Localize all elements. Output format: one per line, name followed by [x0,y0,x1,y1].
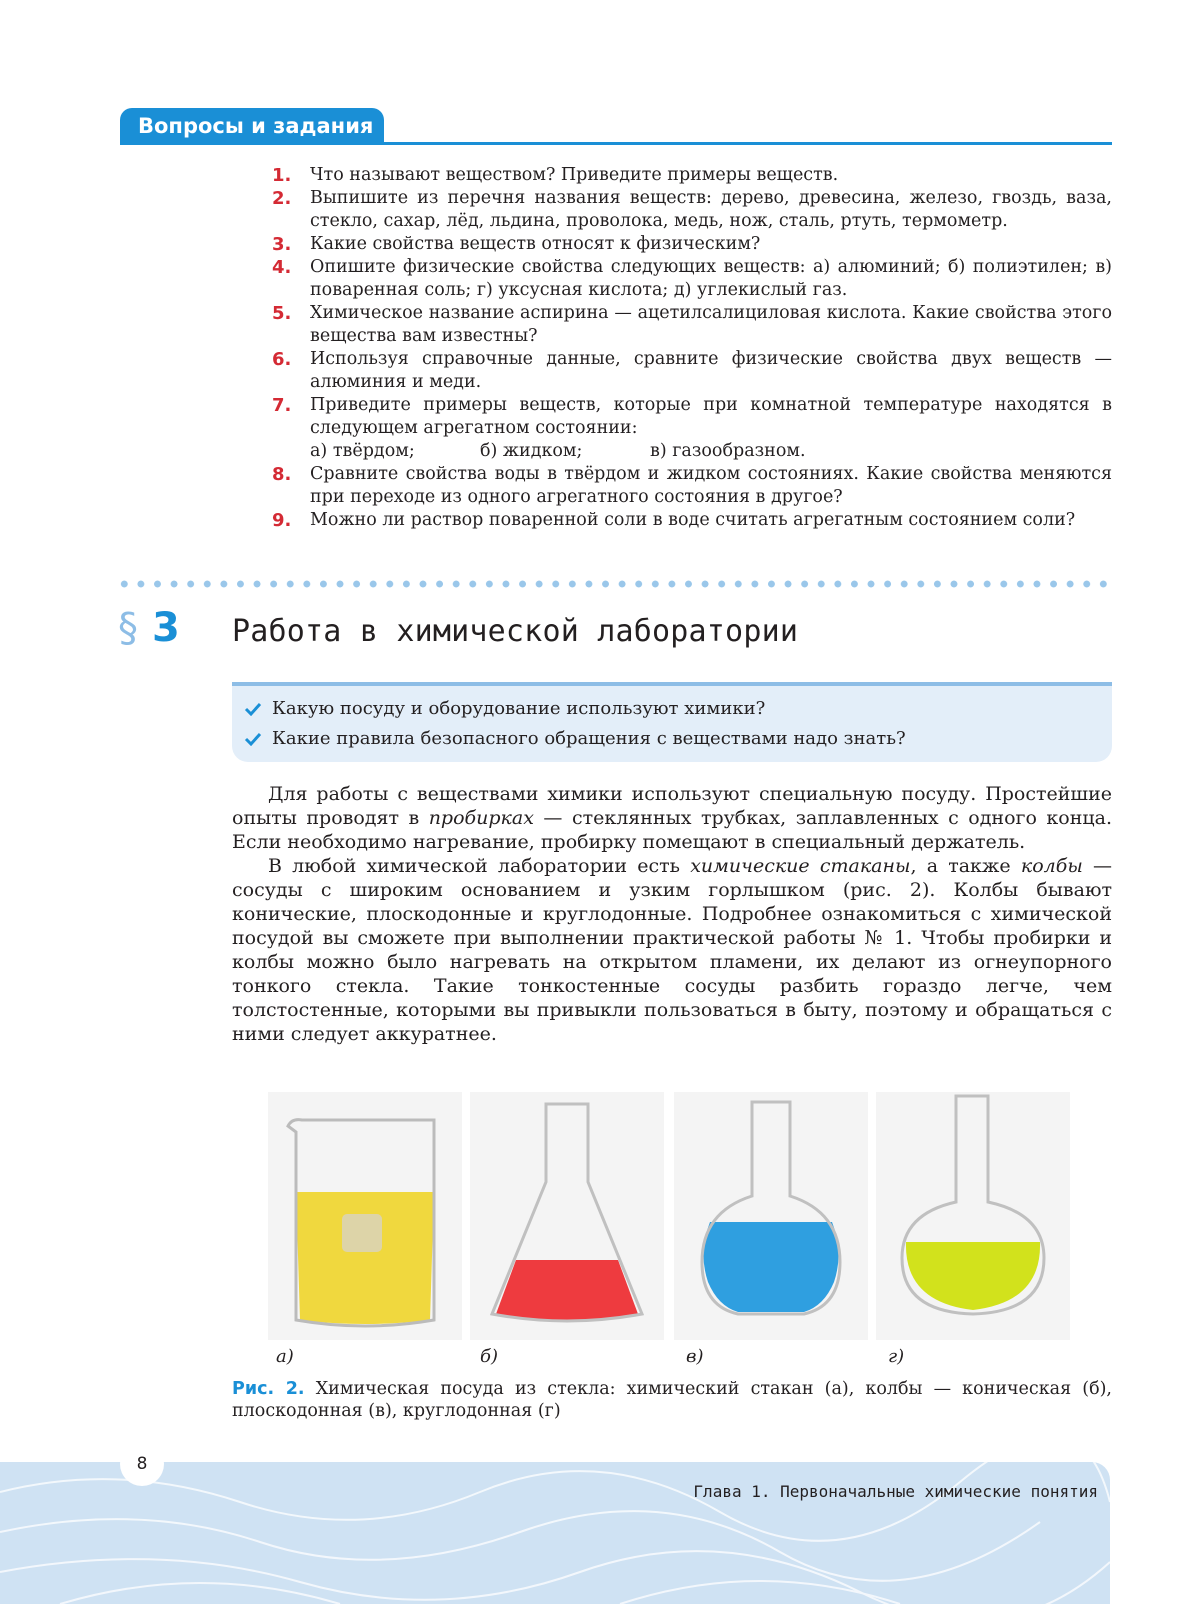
question-number: 3. [272,234,292,255]
conical-liquid [496,1260,638,1320]
text-run: — сосуды с широким основанием и узким горлышком (рис. 2). Колбы бывают конические, плоскодонные и круглодонные. Подробнее ознакомиться с химической посудой вы сможете при выполнении практической работы № 1. Чтобы пробирки и колбы можно было нагревать на открытом пламени, их делают из огнеупорного тонкого стекла. Такие тонкостенные сосуды разбить гораздо легче, чем толстостенные, которыми вы привыкли пользоваться в быту, поэтому и обращаться с ними следует аккуратнее. [232,855,1112,1045]
term-stakany: химические стаканы [690,855,911,877]
text-run: В любой химической лаборатории есть [268,855,691,877]
text-run: — стеклянных трубках, заплавленных с одного конца. Если необходимо нагревание, пробирку помещают в специальный держатель. [232,807,1112,853]
check-icon [244,702,262,716]
question-item [120,187,1112,233]
question-number: 5. [272,303,292,324]
paragraph-number [118,605,180,651]
question-number: 4. [272,257,292,278]
flat-bottom-liquid [703,1222,838,1312]
guide-question [232,724,1112,754]
term-kolby: колбы [1020,855,1083,877]
questions-list [120,164,1112,532]
chapter-title: Глава 1. Первоначальные химические понятия [693,1482,1098,1501]
guide-question [232,694,1112,724]
guide-question-text: Какие правила безопасного обращения с веществами надо знать? [272,728,906,749]
question-number: 7. [272,395,292,416]
dotted-divider [116,580,1112,588]
body-paragraph [232,782,1112,854]
question-item [120,302,1112,348]
option-gas: в) газообразном. [650,441,806,461]
check-icon [244,732,262,746]
text-run: Для работы с веществами химики используют специальную посуду. Простейшие опыты проводят в [232,783,1112,829]
paragraph-num: 3 [151,605,180,651]
question-item [120,256,1112,302]
question-item [120,164,1112,187]
question-number: 9. [272,510,292,531]
questions-header-rule [120,142,1112,145]
questions-header-tab: Вопросы и задания [120,108,384,144]
question-item [120,233,1112,256]
page-number: 8 [120,1442,164,1486]
option-liquid: б) жидком; [480,441,583,461]
figure-caption [232,1378,1112,1422]
body-paragraph [232,854,1112,1046]
question-item [120,394,1112,463]
paragraph-symbol: § [118,605,138,651]
beaker-liquid [296,1192,434,1324]
question-options [310,440,1112,463]
question-number: 2. [272,188,292,209]
figure-label: г) [888,1346,905,1367]
guide-question-text: Какую посуду и оборудование используют химики? [272,698,766,719]
question-text: Опишите физические свойства следующих веществ: а) алюминий; б) полиэтилен; в) поваренная соль; г) уксусная кислота; д) углекислый газ. [310,257,1112,300]
question-item [120,463,1112,509]
questions-header [120,108,1112,146]
question-text: Сравните свойства воды в твёрдом и жидком состояниях. Какие свойства меняются при переходе из одного агрегатного состояния в другое? [310,464,1112,507]
question-text: Химическое название аспирина — ацетилсалициловая кислота. Какие свойства этого вещества вам известны? [310,303,1112,346]
figure-label: б) [480,1346,499,1367]
figure-beaker [268,1092,462,1340]
question-number: 6. [272,349,292,370]
figure-label: в) [686,1346,704,1367]
figure-conical-flask [470,1092,664,1340]
figure-flat-bottom-flask [674,1092,868,1340]
question-number: 1. [272,165,292,186]
figure-round-bottom-flask [876,1092,1070,1340]
question-text: Какие свойства веществ относят к физическим? [310,234,761,254]
option-solid: а) твёрдом; [310,441,415,461]
figure-label: а) [276,1346,294,1367]
figure-ref: Рис. 2. [232,1379,305,1399]
text-run: , а также [910,855,1021,877]
question-text: Что называют веществом? Приведите примеры веществ. [310,165,839,185]
question-item [120,348,1112,394]
term-probirki: пробирках [428,807,534,829]
body-text [232,782,1112,1046]
paragraph-title: Работа в химической лаборатории [232,614,799,649]
question-item [120,509,1112,532]
question-number: 8. [272,464,292,485]
caption-text: Химическая посуда из стекла: химический стакан (а), колбы — коническая (б), плоскодонная (в), круглодонная (г) [232,1379,1112,1421]
question-text: Используя справочные данные, сравните физические свойства двух веществ — алюминия и меди. [310,349,1112,392]
question-text: Выпишите из перечня названия веществ: дерево, древесина, железо, гвоздь, ваза, стекло, сахар, лёд, льдина, проволока, медь, нож, сталь, ртуть, термометр. [310,188,1112,231]
question-text: Приведите примеры веществ, которые при комнатной температуре находятся в следующем агрегатном состоянии: [310,395,1112,438]
guide-questions-box [232,682,1112,762]
question-text: Можно ли раствор поваренной соли в воде считать агрегатным состоянием соли? [310,510,1076,530]
